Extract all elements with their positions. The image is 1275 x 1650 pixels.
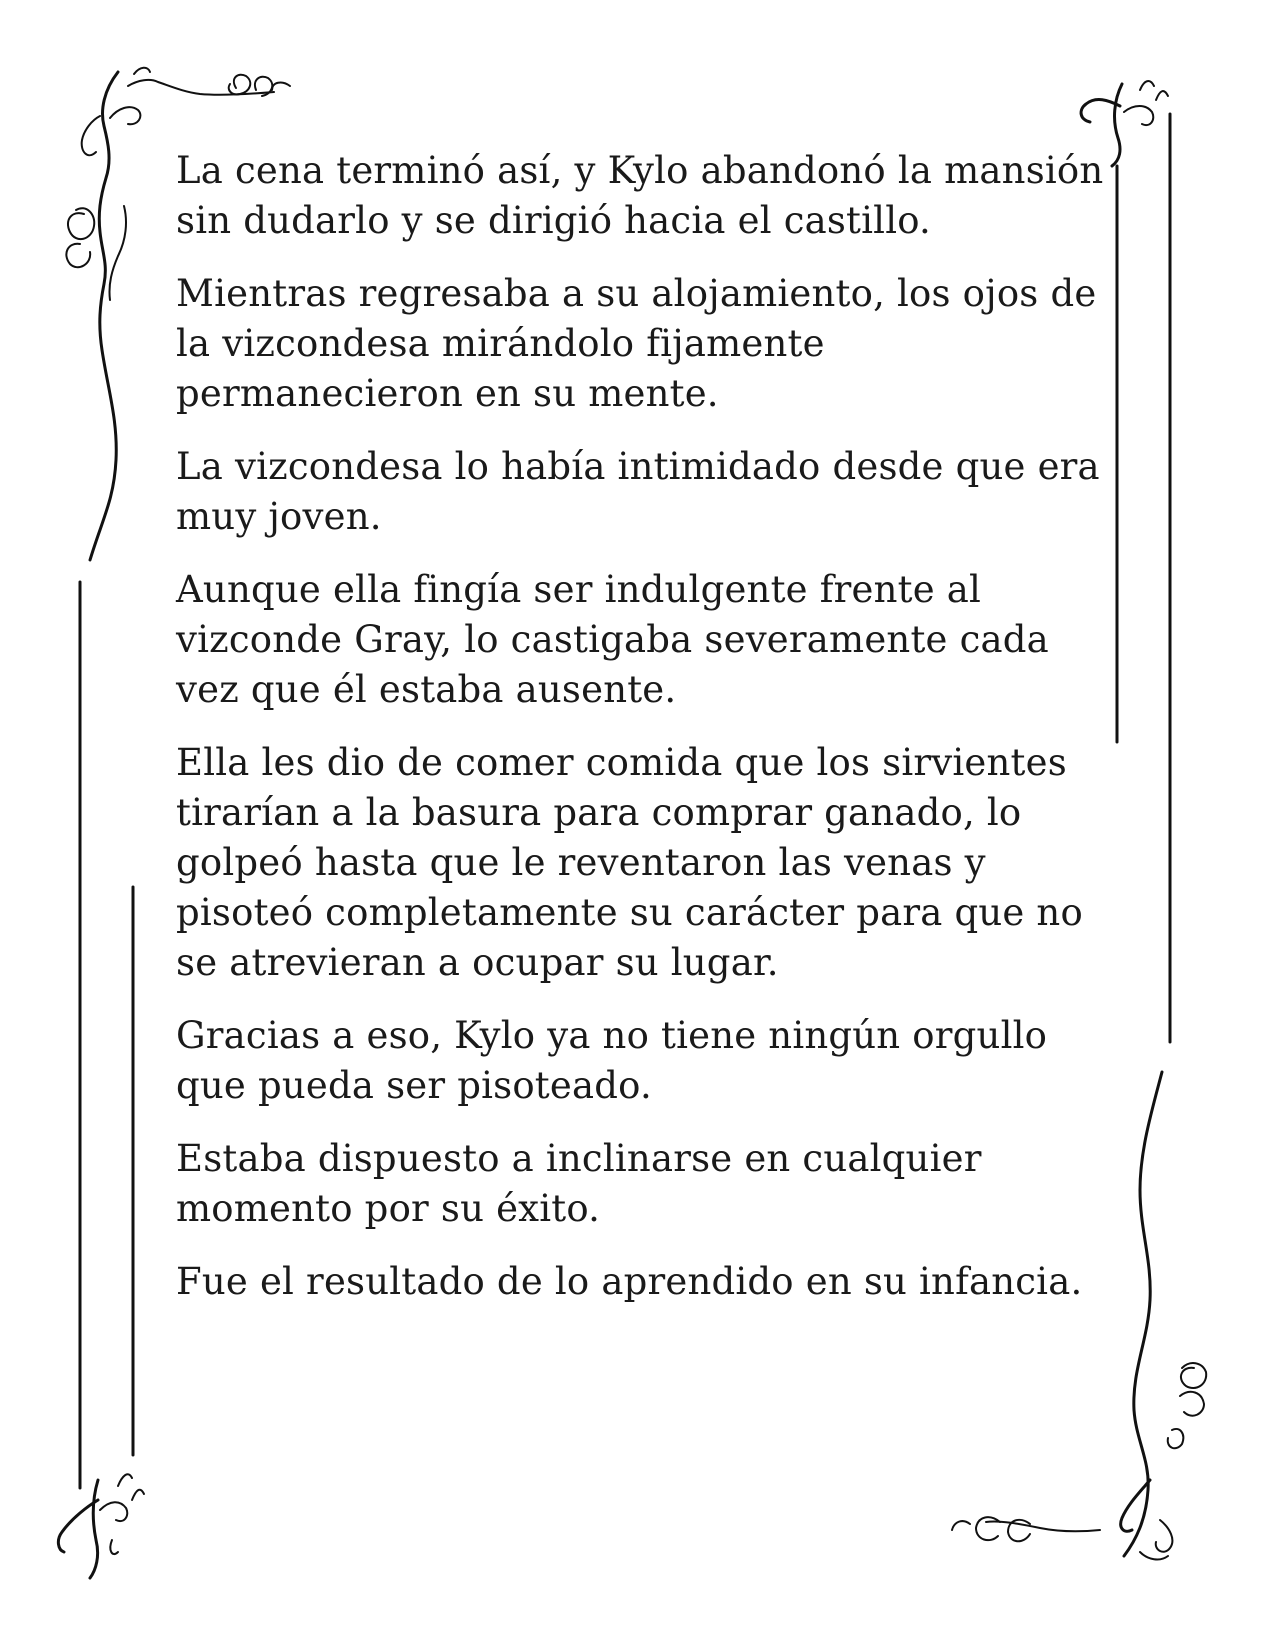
paragraph: Fue el resultado de lo aprendido en su infancia. — [176, 1260, 1083, 1303]
story-text — [176, 146, 1106, 1330]
paragraph: Estaba dispuesto a inclinarse en cualquier momento por su éxito. — [176, 1137, 982, 1230]
paragraph: Aunque ella fingía ser indulgente frente al vizconde Gray, lo castigaba severamente cada vez que él estaba ausente. — [176, 568, 1049, 711]
bottom-left-flourish — [58, 1474, 144, 1578]
paragraph: Ella les dio de comer comida que los sirvientes tirarían a la basura para comprar ganado, lo golpeó hasta que le reventaron las venas y pisoteó completamente su carácter para que no se atrevieran a ocupar su lugar. — [176, 741, 1083, 984]
paragraph: La cena terminó así, y Kylo abandonó la mansión sin dudarlo y se dirigió hacia el castillo. — [176, 149, 1104, 242]
paragraph: La vizcondesa lo había intimidado desde que era muy joven. — [176, 445, 1100, 538]
paragraph: Gracias a eso, Kylo ya no tiene ningún orgullo que pueda ser pisoteado. — [176, 1014, 1048, 1107]
paragraph: Mientras regresaba a su alojamiento, los ojos de la vizcondesa mirándolo fijamente permanecieron en su mente. — [176, 272, 1097, 415]
